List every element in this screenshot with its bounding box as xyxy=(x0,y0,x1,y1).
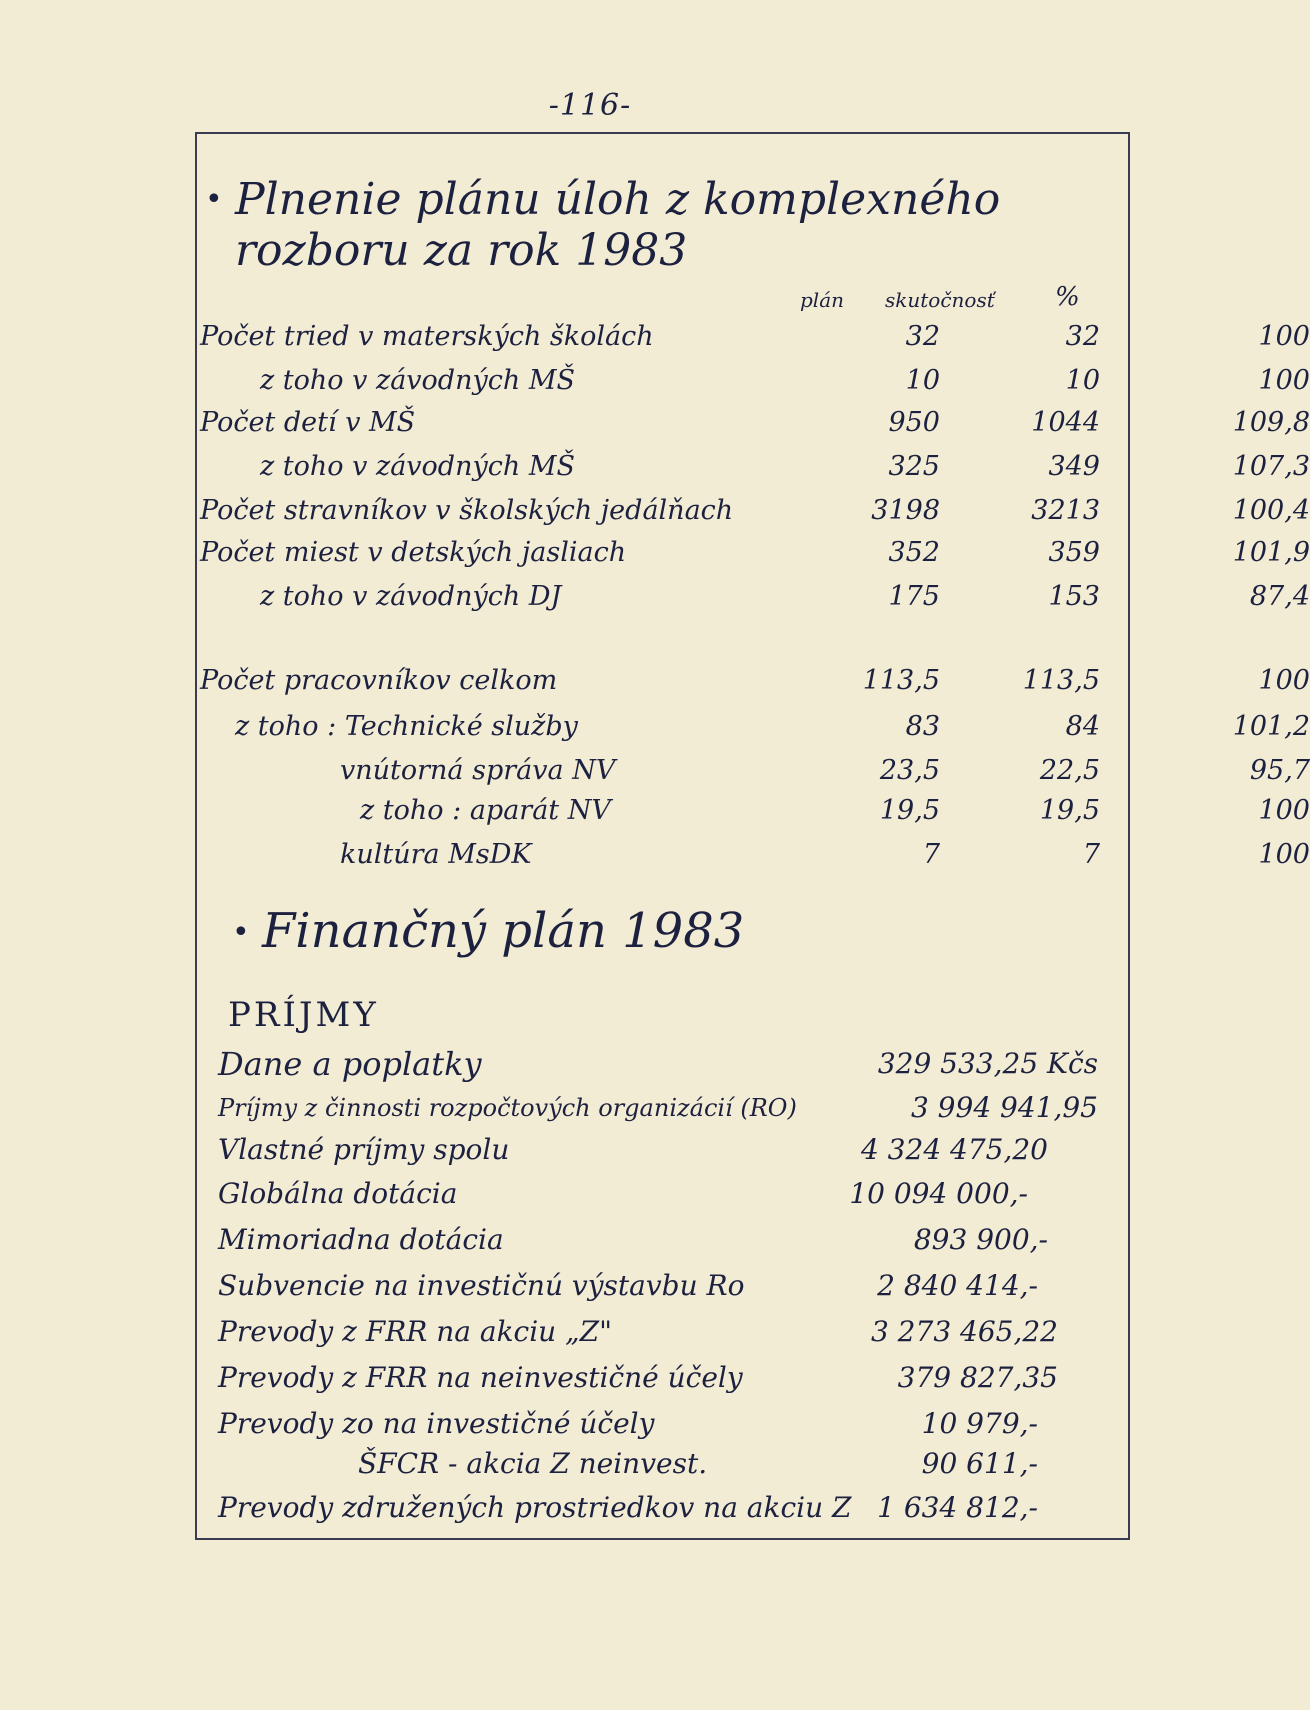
income-amount: 10 979,- xyxy=(921,1407,1038,1440)
income-amount: 1 634 812,- xyxy=(877,1491,1038,1524)
plan-value: 83 xyxy=(905,711,940,742)
row-label: Počet pracovníkov celkom xyxy=(200,665,558,696)
income-amount: 90 611,- xyxy=(921,1447,1038,1480)
plan-value: 175 xyxy=(888,581,940,612)
income-row xyxy=(218,1218,1098,1262)
income-label: Mimoriadna dotácia xyxy=(218,1223,504,1256)
income-amount: 379 827,35 xyxy=(897,1361,1058,1394)
income-label: Prevody z FRR na akciu „Z" xyxy=(218,1315,612,1348)
income-row xyxy=(218,1264,1098,1308)
plan-value: 3198 xyxy=(871,495,940,526)
income-row xyxy=(218,1042,1098,1086)
percent-value: 101,9 xyxy=(1232,537,1310,568)
header-percent: % xyxy=(1055,282,1080,312)
percent-value: 87,4 xyxy=(1249,581,1310,612)
bullet-icon: • xyxy=(205,182,223,217)
income-row xyxy=(218,1442,1098,1486)
plan-value: 19,5 xyxy=(879,795,940,826)
income-label: Subvencie na investičnú výstavbu Ro xyxy=(218,1269,745,1302)
actual-value: 349 xyxy=(1048,451,1100,482)
table-row xyxy=(200,448,1310,486)
income-label: Príjmy z činnosti rozpočtových organizácií (RO) xyxy=(218,1094,797,1122)
row-label: z toho : Technické služby xyxy=(235,711,578,742)
income-amount: 2 840 414,- xyxy=(877,1269,1038,1302)
income-amount: 4 324 475,20 xyxy=(860,1133,1048,1166)
table-row xyxy=(200,404,1310,442)
actual-value: 10 xyxy=(1065,365,1100,396)
table-row xyxy=(200,836,1310,874)
actual-value: 3213 xyxy=(1031,495,1100,526)
percent-value: 109,8 xyxy=(1232,407,1310,438)
actual-value: 153 xyxy=(1048,581,1100,612)
row-label: z toho : aparát NV xyxy=(360,795,611,826)
income-row xyxy=(218,1402,1098,1446)
percent-value: 100 xyxy=(1258,365,1310,396)
table-row xyxy=(200,578,1310,616)
income-amount: 329 533,25 Kčs xyxy=(877,1047,1098,1080)
page-number: -116- xyxy=(548,88,632,123)
percent-value: 101,2 xyxy=(1232,711,1310,742)
row-label: z toho v závodných MŠ xyxy=(260,451,575,482)
plan-value: 950 xyxy=(888,407,940,438)
actual-value: 1044 xyxy=(1031,407,1100,438)
plan-value: 23,5 xyxy=(879,755,940,786)
actual-value: 19,5 xyxy=(1039,795,1100,826)
income-amount: 3 273 465,22 xyxy=(870,1315,1058,1348)
income-amount: 3 994 941,95 xyxy=(910,1091,1098,1124)
row-label: Počet detí v MŠ xyxy=(200,407,416,438)
plan-value: 113,5 xyxy=(862,665,940,696)
percent-value: 100 xyxy=(1258,795,1310,826)
plan-value: 7 xyxy=(922,839,940,870)
row-label: z toho v závodných DJ xyxy=(260,581,562,612)
income-label: Prevody združených prostriedkov na akciu Z xyxy=(218,1491,852,1524)
percent-value: 100 xyxy=(1258,321,1310,352)
header-plan: plán xyxy=(800,288,845,312)
percent-value: 107,3 xyxy=(1232,451,1310,482)
actual-value: 22,5 xyxy=(1039,755,1100,786)
row-label: z toho v závodných MŠ xyxy=(260,365,575,396)
income-row xyxy=(218,1128,1098,1172)
table-row xyxy=(200,708,1310,746)
row-label: Počet miest v detských jasliach xyxy=(200,537,627,568)
plan-value: 10 xyxy=(905,365,940,396)
income-row xyxy=(218,1356,1098,1400)
income-row xyxy=(218,1086,1098,1130)
income-heading: PRÍJMY xyxy=(228,995,379,1035)
income-label: Vlastné príjmy spolu xyxy=(218,1133,510,1166)
section-title: Plnenie plánu úloh z komplexného rozboru za rok 1983 xyxy=(235,174,1001,276)
income-row xyxy=(218,1486,1098,1530)
income-amount: 10 094 000,- xyxy=(849,1177,1028,1210)
percent-value: 100,4 xyxy=(1232,495,1310,526)
percent-value: 95,7 xyxy=(1249,755,1310,786)
table-row xyxy=(200,362,1310,400)
row-label: vnútorná správa NV xyxy=(340,755,616,786)
row-label: Počet stravníkov v školských jedálňach xyxy=(200,495,734,526)
income-row xyxy=(218,1310,1098,1354)
income-label: Globálna dotácia xyxy=(218,1177,458,1210)
table-row xyxy=(200,492,1310,530)
bullet-icon: • xyxy=(232,915,250,950)
income-amount: 893 900,- xyxy=(913,1223,1048,1256)
actual-value: 113,5 xyxy=(1022,665,1100,696)
row-label: kultúra MsDK xyxy=(340,839,532,870)
header-actual: skutočnosť xyxy=(885,288,995,312)
table-row xyxy=(200,318,1310,356)
financial-plan-title: Finančný plán 1983 xyxy=(262,903,745,959)
actual-value: 32 xyxy=(1065,321,1100,352)
actual-value: 7 xyxy=(1082,839,1100,870)
actual-value: 84 xyxy=(1065,711,1100,742)
plan-value: 325 xyxy=(888,451,940,482)
plan-value: 32 xyxy=(905,321,940,352)
row-label: Počet tried v materských školách xyxy=(200,321,654,352)
table-row xyxy=(200,662,1310,700)
percent-value: 100 xyxy=(1258,665,1310,696)
income-label: Dane a poplatky xyxy=(218,1045,482,1083)
income-label: ŠFCR - akcia Z neinvest. xyxy=(358,1447,708,1480)
actual-value: 359 xyxy=(1048,537,1100,568)
table-row xyxy=(200,752,1310,790)
income-label: Prevody zo na investičné účely xyxy=(218,1407,655,1440)
plan-value: 352 xyxy=(888,537,940,568)
table-row xyxy=(200,792,1310,830)
income-label: Prevody z FRR na neinvestičné účely xyxy=(218,1361,743,1394)
income-row xyxy=(218,1172,1098,1216)
percent-value: 100 xyxy=(1258,839,1310,870)
table-row xyxy=(200,534,1310,572)
